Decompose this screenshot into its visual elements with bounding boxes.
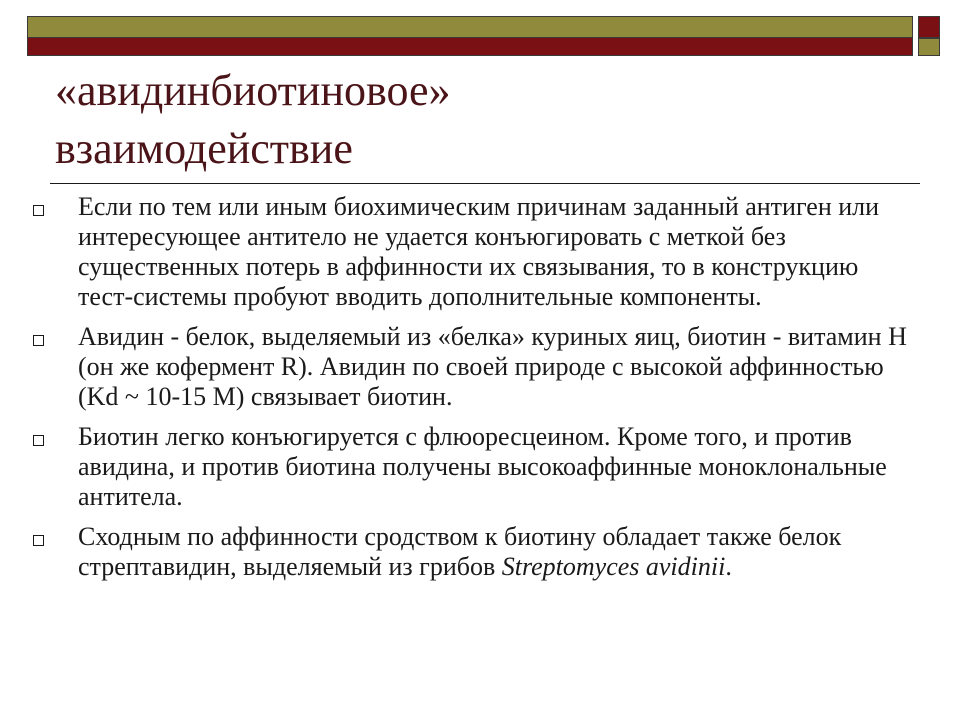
bullet-text: Авидин - белок, выделяемый из «белка» куриных яиц, биотин - витамин H (он же кофермент R). Авидин по своей природе с высокой аффинностью (Kd ~ 10-15 M) связывает биотин. [78, 322, 907, 411]
square-bullet-icon [33, 435, 44, 446]
list-item [30, 422, 910, 512]
bullet-text: Сходным по аффинности сродством к биотину обладает также белок стрептавидин, выделяемый из грибов [78, 522, 842, 581]
title-line-1: «авидинбиотиновое» [55, 66, 451, 115]
square-bullet-icon [33, 205, 44, 216]
bullet-text: Биотин легко конъюгируется с флюоресцеином. Кроме того, и против авидина, и против биотина получены высокоаффинные моноклональные антитела. [78, 422, 887, 511]
title-divider [50, 183, 920, 184]
list-item [30, 522, 910, 582]
species-name: Streptomyces avidinii [501, 552, 726, 581]
bullet-text-end: . [725, 552, 732, 581]
square-bullet-icon [33, 535, 44, 546]
list-item [30, 322, 910, 412]
bullet-list [30, 192, 910, 592]
bullet-text: Если по тем или иным биохимическим причинам заданный антиген или интересующее антитело не удается конъюгировать с меткой без существенных потерь в аффинности их связывания, то в конструкцию тест-системы пробуют вводить дополнительные компоненты. [78, 192, 880, 311]
list-item [30, 192, 910, 312]
corner-square-red [918, 16, 940, 38]
corner-square-olive [918, 38, 940, 56]
title-line-2: взаимодействие [55, 124, 353, 173]
square-bullet-icon [33, 335, 44, 346]
header-band-olive [27, 16, 913, 38]
slide-title [55, 62, 915, 178]
